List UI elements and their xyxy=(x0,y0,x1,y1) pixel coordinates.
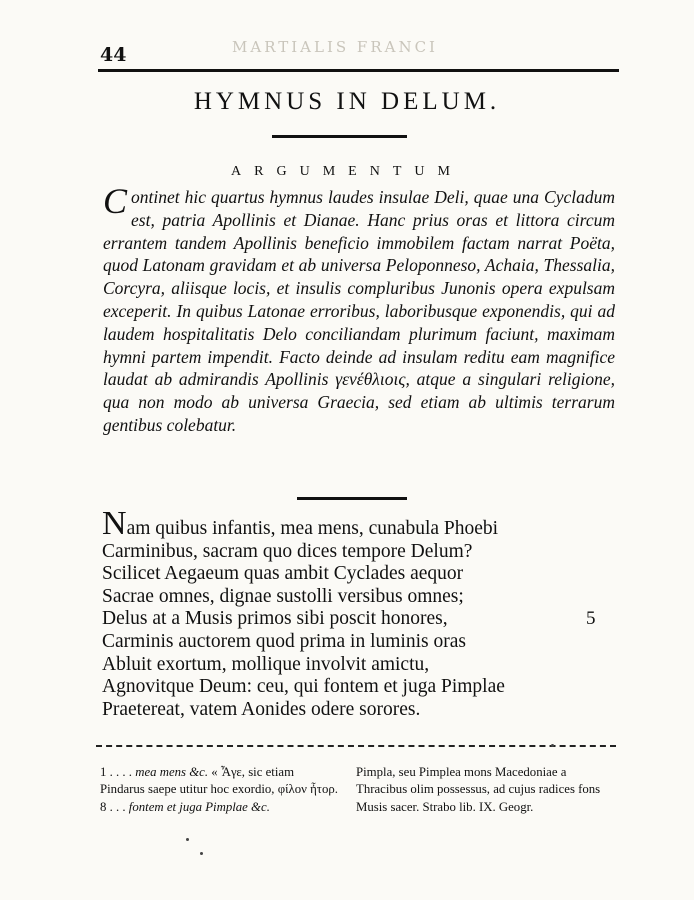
ink-speck xyxy=(186,838,189,841)
footnote xyxy=(100,799,340,816)
verse-number: 5 xyxy=(586,608,596,630)
footnotes-left xyxy=(100,764,340,816)
header-rule xyxy=(98,69,619,72)
footnote xyxy=(100,764,340,799)
section-divider xyxy=(297,497,407,500)
verse-text: Scilicet Aegaeum quas ambit Cyclades aequor xyxy=(102,563,464,585)
argument-paragraph xyxy=(103,181,615,437)
footnote-lemma: mea mens &c. xyxy=(135,765,209,779)
footnote-ref: 1 . . . . xyxy=(100,765,132,779)
verse-text: Delus at a Musis primos sibi poscit honores, xyxy=(102,608,448,630)
verse-line xyxy=(102,586,622,609)
verse-text: Agnovitque Deum: ceu, qui fontem et juga Pimplae xyxy=(102,676,505,698)
verse-block xyxy=(102,505,622,721)
footnote-lemma: fontem et juga Pimplae &c. xyxy=(128,799,270,814)
verse-text: Sacrae omnes, dignae sustolli versibus omnes; xyxy=(102,585,464,607)
verse-line xyxy=(102,563,622,586)
verse-line xyxy=(102,631,622,654)
footnote-ref: 8 . . . xyxy=(100,799,126,814)
verse-line xyxy=(102,699,622,722)
footnote-text: « Ἆγε, sic etiam Pindarus saepe utitur hoc exordio, φίλον ἦτορ. xyxy=(100,765,338,797)
verse-line xyxy=(102,505,622,542)
verse-line xyxy=(102,608,622,631)
hymn-title: HYMNUS IN DELUM. xyxy=(193,88,501,115)
verse-text: Carminis auctorem quod prima in luminis oras xyxy=(102,630,466,652)
faded-running-title: MARTIALIS FRANCI xyxy=(232,38,438,56)
argument-heading: ARGUMENTUM xyxy=(231,164,463,179)
verse-text: Praetereat, vatem Aonides odere sorores. xyxy=(102,698,421,720)
verse-drop-cap: N xyxy=(102,505,127,542)
footnote-rule xyxy=(96,745,616,747)
page-number: 44 xyxy=(100,44,127,66)
argument-text: ontinet hic quartus hymnus laudes insulae Deli, quae una Cycladum est, patria Apollinis et Dianae. Hanc prius oras et littora circum errantem tandem Apollinis beneficio immobilem factam narrat Poëta, quod Latonam gravidam et ab universa Peloponneso, Achaia, Thessalia, Corcyra, aliisque locis, et insulis compluribus Junonis opera expulsam exceperit. In quibus Latonae erroribus, laboribusque exponendis, qui ad laudem hospitalitatis Delo conciliandam plurimum faciunt, maximam hymni partem impendit. Facto deinde ad insulam reditu eam magnifice laudat ab admirandis Apollinis γενέθλιοις, atque a singulari religione, qua non modo ab universa Graecia, sed etiam ab ultimis terrarum gentibus colebatur. xyxy=(103,187,615,435)
verse-text: am quibus infantis, mea mens, cunabula Phoebi xyxy=(126,518,499,539)
verse-text: Abluit exortum, mollique involvit amictu, xyxy=(102,653,430,675)
verse-line xyxy=(102,654,622,677)
verse-line xyxy=(102,676,622,699)
verse-line xyxy=(102,541,622,564)
verse-text: Carminibus, sacram quo dices tempore Delum? xyxy=(102,540,473,562)
ink-speck xyxy=(551,744,554,747)
footnotes-right: Pimpla, seu Pimplea mons Macedoniae a Thracibus olim possessus, ad cujus radices fons Musis sacer. Strabo lib. IX. Geogr. xyxy=(356,765,601,814)
argument-drop-cap: C xyxy=(103,181,128,221)
ink-speck xyxy=(200,852,203,855)
title-divider xyxy=(272,135,407,138)
